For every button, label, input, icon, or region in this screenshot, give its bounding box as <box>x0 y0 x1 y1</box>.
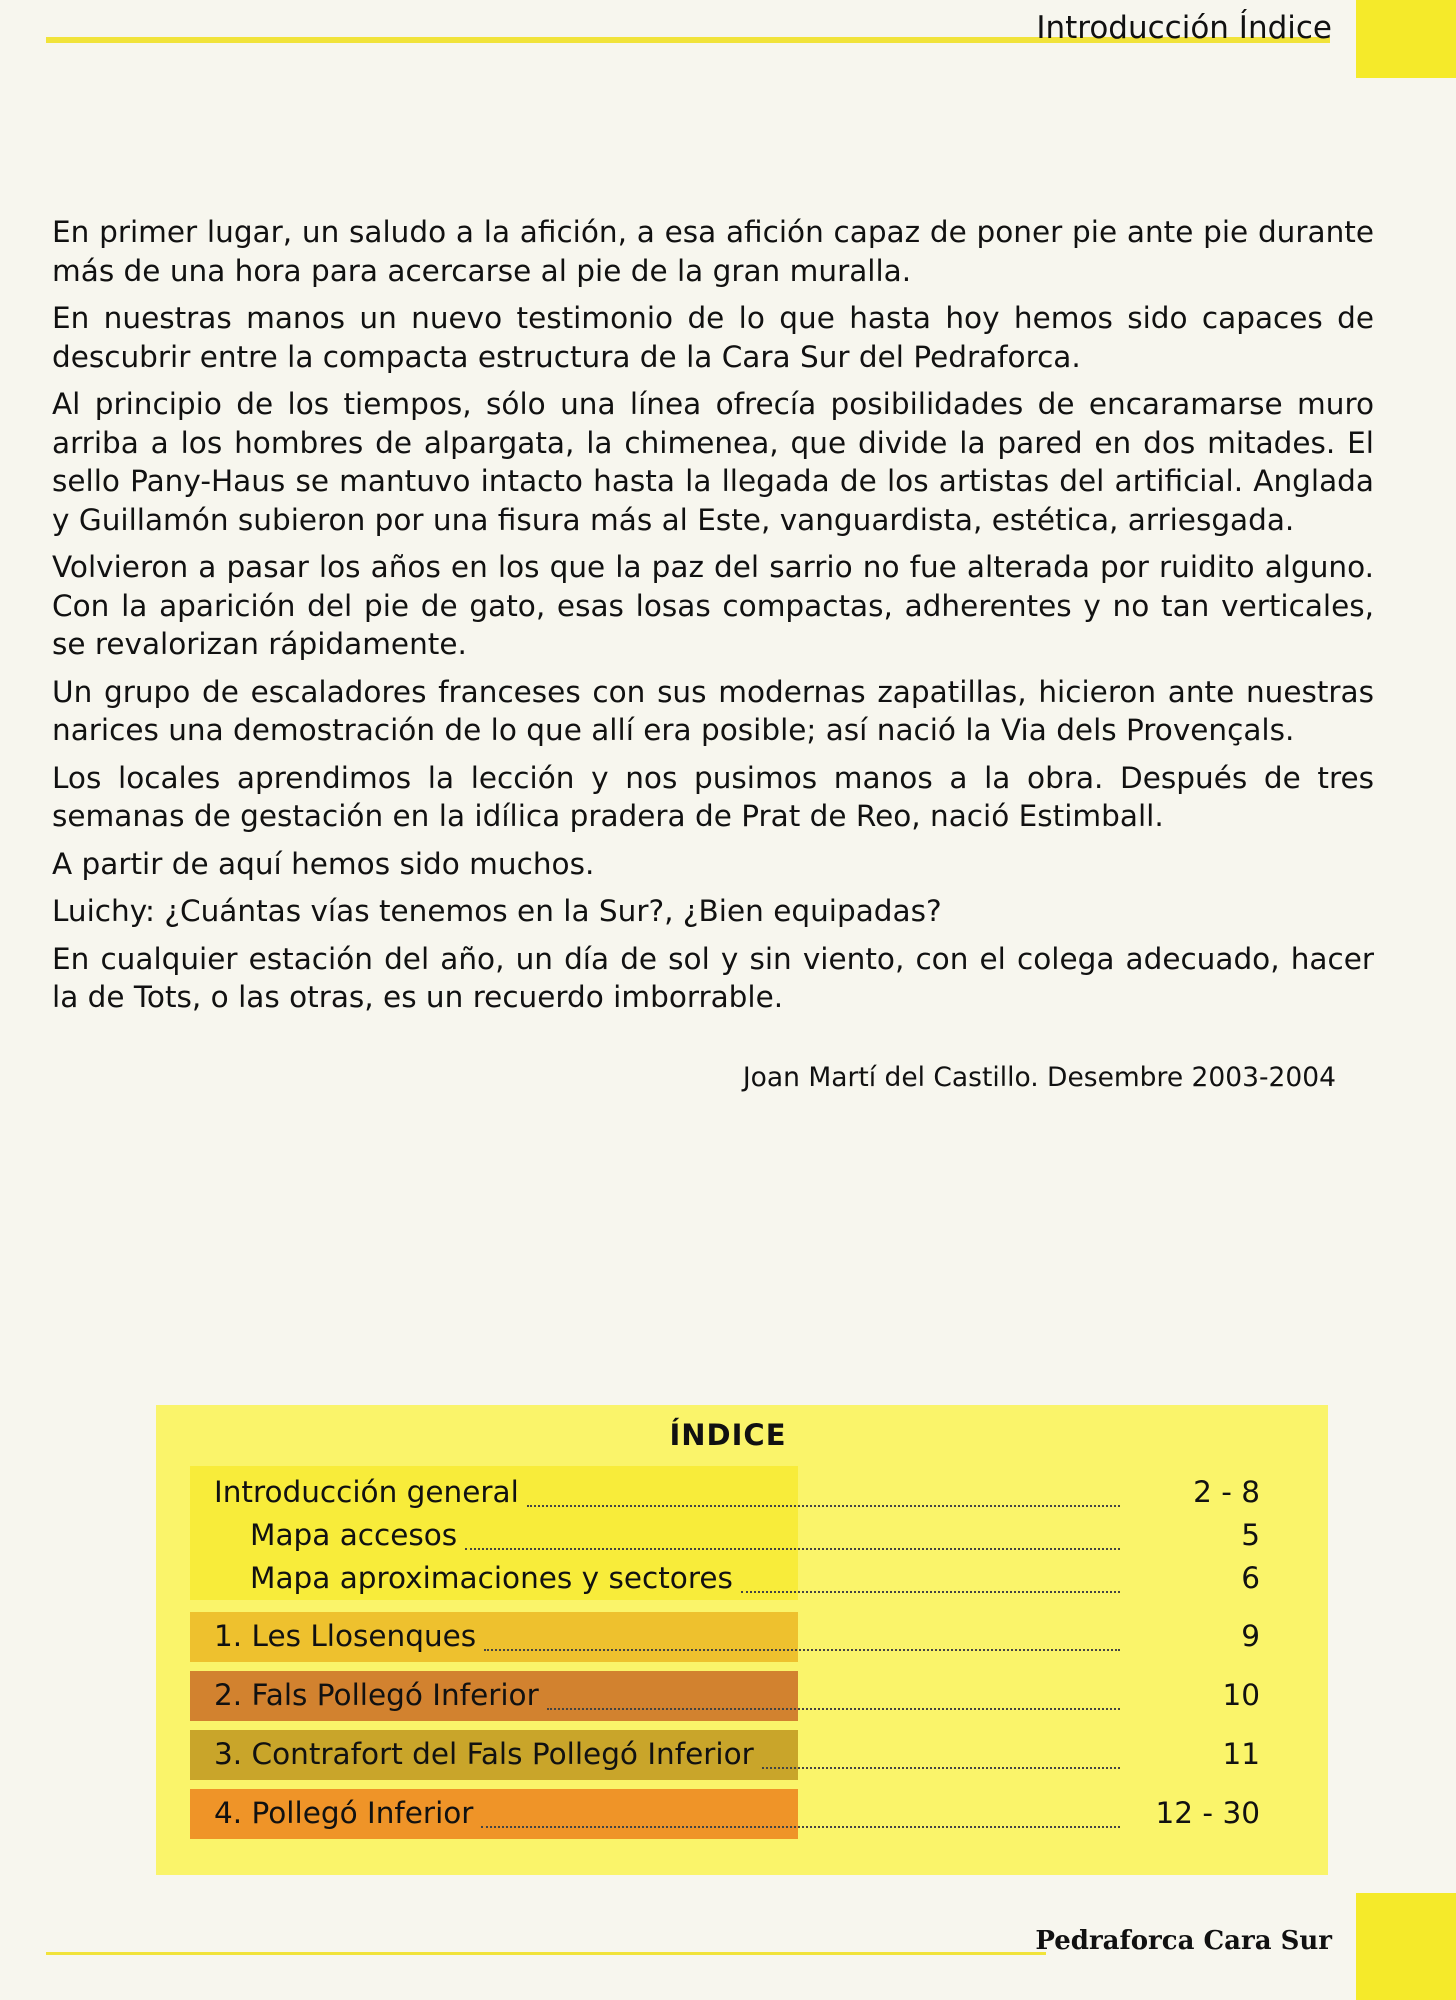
corner-tab-top <box>1356 0 1456 78</box>
index-entry[interactable] <box>190 1556 1260 1606</box>
index-entry-page: 10 <box>1222 1678 1260 1712</box>
index-entry[interactable] <box>190 1732 1260 1782</box>
footer-rule <box>46 1952 1046 1955</box>
corner-tab-bottom <box>1356 1893 1456 2000</box>
index-entry-label: 3. Contrafort del Fals Pollegó Inferior <box>214 1737 754 1771</box>
index-entry-label: 1. Les Llosenques <box>214 1619 477 1653</box>
index-title: ÍNDICE <box>669 1418 787 1452</box>
intro-paragraph: Luichy: ¿Cuántas vías tenemos en la Sur?, ¿Bien equipadas? <box>52 894 942 928</box>
author-signature: Joan Martí del Castillo. Desembre 2003-2004 <box>742 1062 1336 1093</box>
index-entry-page: 9 <box>1241 1619 1260 1653</box>
introduction-text <box>52 213 1374 1026</box>
index-leader-dots <box>481 1826 1120 1828</box>
index-leader-dots <box>527 1505 1120 1507</box>
index-leader-dots <box>741 1591 1120 1593</box>
index-leader-dots <box>484 1649 1120 1651</box>
intro-paragraph: En primer lugar, un saludo a la afición, a esa afición capaz de poner pie ante pie durante más de una hora para acercarse al pie de la gran muralla. <box>52 215 1374 288</box>
intro-paragraph: Un grupo de escaladores franceses con sus modernas zapatillas, hicieron ante nuestras narices una demostración de lo que allí era posible; así nació la Via dels Provençals. <box>52 674 1374 747</box>
index-leader-dots <box>762 1767 1120 1769</box>
intro-paragraph: Los locales aprendimos la lección y nos pusimos manos a la obra. Después de tres semanas de gestación en la idílica pradera de Prat de Reo, nació Estimball. <box>52 760 1374 833</box>
intro-paragraph: En nuestras manos un nuevo testimonio de lo que hasta hoy hemos sido capaces de descubrir entre la compacta estructura de la Cara Sur del Pedraforca. <box>52 301 1374 374</box>
intro-paragraph: En cualquier estación del año, un día de sol y sin viento, con el colega adecuado, hacer la de Tots, o las otras, es un recuerdo imborrable. <box>52 941 1374 1014</box>
index-entry-label: Introducción general <box>214 1475 519 1509</box>
index-entry-page: 11 <box>1222 1737 1260 1771</box>
index-entry-page: 2 - 8 <box>1193 1475 1260 1509</box>
index-entry-label: Mapa aproximaciones y sectores <box>250 1561 733 1595</box>
intro-paragraph: Volvieron a pasar los años en los que la paz del sarrio no fue alterada por ruidito alguno. Con la aparición del pie de gato, esas losas compactas, adherentes y no tan verticales, se revalorizan rápidamente. <box>52 550 1374 661</box>
index-entry-page: 12 - 30 <box>1155 1796 1260 1830</box>
page-header-title: Introducción Índice <box>1036 10 1332 46</box>
footer-title: Pedraforca Cara Sur <box>1035 1926 1332 1956</box>
index-leader-dots <box>465 1548 1120 1550</box>
intro-paragraph: Al principio de los tiempos, sólo una línea ofrecía posibilidades de encaramarse muro arriba a los hombres de alpargata, la chimenea, que divide la pared en dos mitades. El sello Pany-Haus se mantuvo intacto hasta la llegada de los artistas del artificial. Anglada y Guillamón subieron por una fisura más al Este, vanguardista, estética, arriesgada. <box>52 387 1374 537</box>
index-leader-dots <box>547 1708 1120 1710</box>
index-entry-page: 6 <box>1241 1561 1260 1595</box>
index-entry[interactable] <box>190 1791 1260 1841</box>
intro-paragraph: A partir de aquí hemos sido muchos. <box>52 846 595 881</box>
index-entry[interactable] <box>190 1673 1260 1723</box>
index-entry[interactable] <box>190 1614 1260 1664</box>
index-entry-page: 5 <box>1241 1518 1260 1552</box>
index-entry-label: Mapa accesos <box>250 1518 458 1552</box>
index-entry-label: 4. Pollegó Inferior <box>214 1796 474 1830</box>
index-entry-label: 2. Fals Pollegó Inferior <box>214 1678 539 1712</box>
